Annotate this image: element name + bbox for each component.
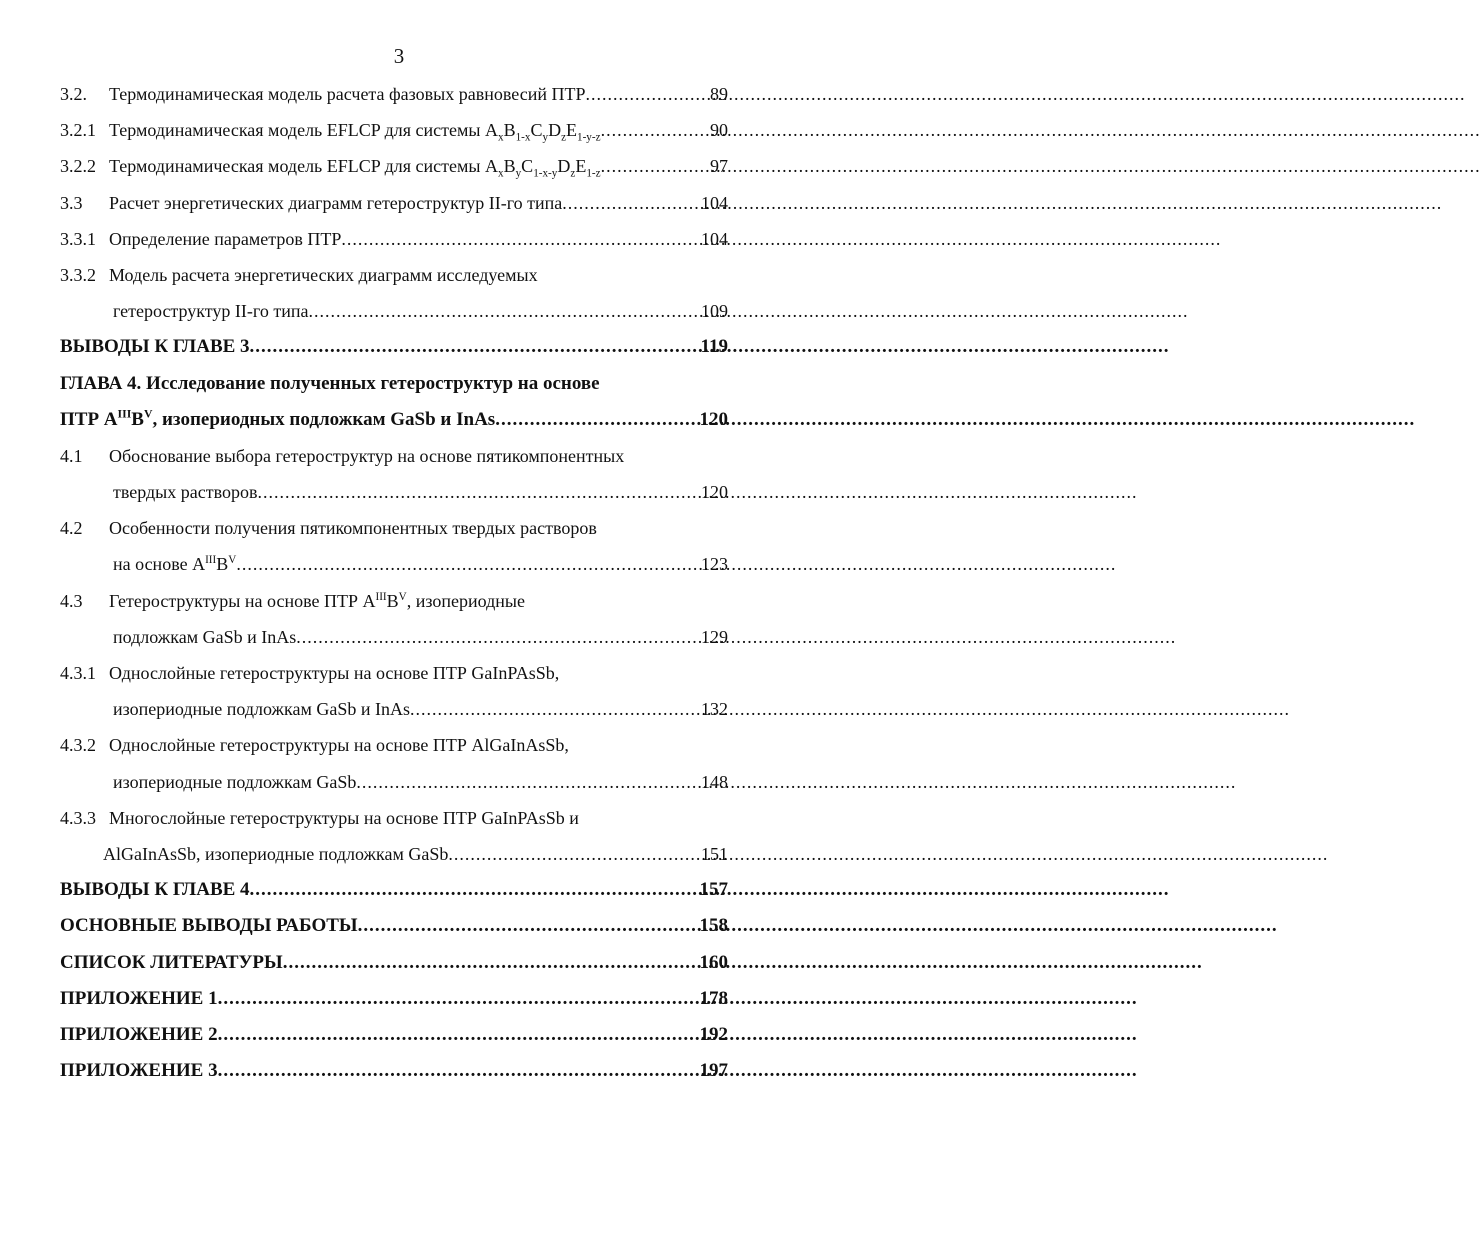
leader-dots <box>218 1053 700 1089</box>
section-title-continuation: изопериодные подложкам GaSb <box>113 771 357 792</box>
formula: $A_xB_{1-x}C_yD_zE_{1-y-z}$ <box>485 120 601 144</box>
leader-dots <box>218 1017 700 1053</box>
section-title: Расчет энергетических диаграмм гетероструктур II-го типа <box>109 192 563 213</box>
page-ref: 120 <box>701 482 728 503</box>
section-title: Однослойные гетероструктуры на основе ПТР AlGaInAsSb, <box>109 735 569 756</box>
page-ref: 109 <box>701 301 728 322</box>
page-ref: 148 <box>701 771 728 792</box>
chapter-title-continuation: ПТР $A^{III}B^V$, изопериодных подложкам GaSb и InAs <box>60 407 496 430</box>
section-number: 4.3.2 <box>60 735 96 756</box>
leader-dots <box>356 764 701 800</box>
section-title: СПИСОК ЛИТЕРАТУРЫ <box>60 951 283 973</box>
toc-entry[interactable] <box>60 1053 728 1089</box>
toc-entry[interactable] <box>60 112 728 148</box>
page-ref: 123 <box>701 554 728 575</box>
table-of-contents <box>60 76 728 1089</box>
page-ref: 89 <box>710 84 728 104</box>
page-ref: 160 <box>699 951 728 973</box>
toc-entry[interactable] <box>60 510 728 546</box>
section-title: Особенности получения пятикомпонентных твердых растворов <box>109 518 597 539</box>
toc-entry[interactable] <box>60 221 728 257</box>
toc-entry[interactable] <box>60 438 728 474</box>
leader-dots <box>448 836 701 872</box>
toc-entry-continuation[interactable] <box>60 691 728 727</box>
section-title-continuation: изопериодные подложкам GaSb и InAs <box>113 699 410 720</box>
leader-dots <box>562 185 701 221</box>
section-title-continuation: подложкам GaSb и InAs <box>113 626 297 647</box>
leader-dots <box>218 981 700 1017</box>
section-number: 3.2.2 <box>60 156 96 177</box>
toc-entry-continuation[interactable] <box>60 474 728 510</box>
section-number: 4.1 <box>60 445 83 466</box>
section-title: Модель расчета энергетических диаграмм исследуемых <box>109 264 538 285</box>
leader-dots <box>601 112 710 148</box>
toc-entry[interactable] <box>60 872 728 908</box>
chapter-title: ГЛАВА 4. Исследование полученных гетероструктур на основе <box>60 372 600 394</box>
section-title: Однослойные гетероструктуры на основе ПТР GaInPAsSb, <box>109 663 560 683</box>
section-number: 4.2 <box>60 518 83 539</box>
toc-entry-continuation[interactable] <box>60 764 728 800</box>
leader-dots <box>250 329 701 365</box>
toc-entry[interactable] <box>60 655 728 691</box>
toc-entry-continuation[interactable] <box>60 402 728 438</box>
leader-dots <box>250 872 700 908</box>
toc-entry[interactable] <box>60 76 728 112</box>
toc-entry[interactable] <box>60 329 728 365</box>
toc-entry[interactable] <box>60 800 728 836</box>
leader-dots <box>410 691 701 727</box>
toc-entry[interactable] <box>60 185 728 221</box>
toc-entry-continuation[interactable] <box>60 293 728 329</box>
section-number: 4.3 <box>60 590 83 611</box>
section-title: ВЫВОДЫ К ГЛАВЕ 3 <box>60 336 250 358</box>
section-title: ОСНОВНЫЕ ВЫВОДЫ РАБОТЫ <box>60 915 358 937</box>
section-number: 3.3.1 <box>60 228 96 249</box>
leader-dots <box>257 474 701 510</box>
page-ref: 157 <box>699 879 728 901</box>
section-title: Обоснование выбора гетероструктур на основе пятикомпонентных <box>109 445 625 466</box>
section-title: Многослойные гетероструктуры на основе ПТР GaInPAsSb и <box>109 807 579 828</box>
leader-dots <box>495 402 699 438</box>
leader-dots <box>283 945 700 981</box>
section-number: 4.3.1 <box>60 663 96 683</box>
page-ref: 197 <box>699 1060 728 1082</box>
leader-dots <box>358 908 700 944</box>
section-title-continuation: на основе $A^{III}B^V$ <box>113 554 237 575</box>
section-title-continuation: твердых растворов <box>113 482 258 503</box>
section-number: 4.3.3 <box>60 807 96 828</box>
section-title: ПРИЛОЖЕНИЕ 1 <box>60 987 218 1009</box>
toc-entry[interactable] <box>60 1017 728 1053</box>
leader-dots <box>236 546 701 582</box>
section-title: Гетероструктуры на основе ПТР $A^{III}B^V$, изопериодные <box>109 590 525 611</box>
page-ref: 90 <box>710 120 728 141</box>
toc-entry[interactable] <box>60 727 728 763</box>
page-ref: 97 <box>710 156 728 177</box>
section-number: 3.3.2 <box>60 264 96 285</box>
leader-dots <box>308 293 701 329</box>
page-ref: 104 <box>701 192 728 213</box>
leader-dots <box>296 619 701 655</box>
toc-entry[interactable] <box>60 583 728 619</box>
page-ref: 151 <box>701 843 728 864</box>
page-ref: 129 <box>701 626 728 647</box>
page-ref: 158 <box>699 915 728 937</box>
toc-entry[interactable] <box>60 148 728 184</box>
toc-entry[interactable] <box>60 945 728 981</box>
section-title-continuation: AlGaInAsSb, изопериодные подложкам GaSb <box>103 843 449 864</box>
section-title: ПРИЛОЖЕНИЕ 3 <box>60 1060 218 1082</box>
section-title: ПРИЛОЖЕНИЕ 2 <box>60 1023 218 1045</box>
section-title: Термодинамическая модель EFLCP для системы $A_xB_{1-x}C_yD_zE_{1-y-z}$ <box>109 120 601 144</box>
section-number: 3.2.1 <box>60 120 96 141</box>
section-title: ВЫВОДЫ К ГЛАВЕ 4 <box>60 879 250 901</box>
section-title: Определение параметров ПТР <box>109 228 342 249</box>
toc-entry[interactable] <box>60 257 728 293</box>
section-title-continuation: гетероструктур II-го типа <box>113 301 309 322</box>
leader-dots <box>585 76 710 112</box>
toc-chapter-heading[interactable] <box>60 366 728 402</box>
page-ref: 132 <box>701 699 728 720</box>
section-title: Термодинамическая модель EFLCP для системы $A_xB_yC_{1-x-y}D_zE_{1-z}$ <box>109 156 601 180</box>
section-title: Термодинамическая модель расчета фазовых равновесий ПТР <box>109 84 586 104</box>
leader-dots <box>341 221 701 257</box>
page-ref: 120 <box>699 408 728 430</box>
toc-entry[interactable] <box>60 908 728 944</box>
page-ref: 104 <box>701 228 728 249</box>
page-number: 3 <box>393 44 405 68</box>
page-ref: 178 <box>699 987 728 1009</box>
formula: $A_xB_yC_{1-x-y}D_zE_{1-z}$ <box>485 156 601 180</box>
page-ref: 192 <box>699 1023 728 1045</box>
section-number: 3.2. <box>60 84 87 104</box>
section-number: 3.3 <box>60 192 83 213</box>
toc-entry-continuation[interactable] <box>60 619 728 655</box>
page-ref: 119 <box>700 336 728 358</box>
toc-entry-continuation[interactable] <box>60 546 728 582</box>
toc-entry[interactable] <box>60 981 728 1017</box>
leader-dots <box>601 148 710 184</box>
toc-entry-continuation[interactable] <box>60 836 728 872</box>
